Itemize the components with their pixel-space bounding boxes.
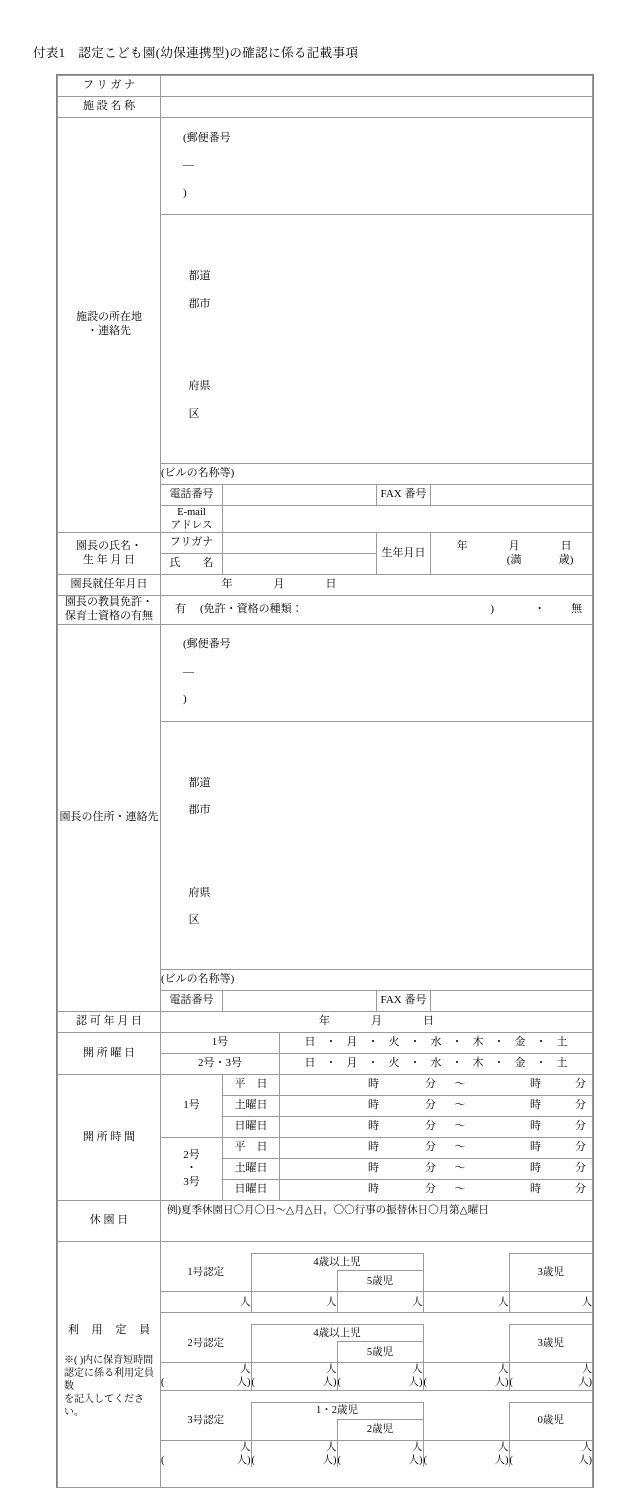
capacity-table-cell bbox=[161, 1242, 593, 1488]
principal-fax-label: FAX 番号 bbox=[377, 991, 431, 1012]
weekday-wed[interactable]: 水 bbox=[430, 1057, 442, 1070]
capacity-span-header: 4歳以上児 bbox=[251, 1254, 423, 1271]
capacity-value-age0[interactable]: 人 ( 人) bbox=[509, 1441, 593, 1466]
hour-unit: 時 bbox=[368, 1099, 380, 1112]
license-separator-dot: ・ bbox=[534, 602, 546, 615]
open-hours-type1-label: 1号 bbox=[161, 1075, 223, 1138]
range-tilde: 〜 bbox=[454, 1162, 466, 1175]
capacity-value-total[interactable]: 人 ( 人) bbox=[161, 1441, 251, 1466]
hour-unit-end: 時 bbox=[530, 1078, 542, 1091]
zip-close-paren: ) bbox=[183, 186, 187, 199]
principal-birthdate-label: 生年月日 bbox=[377, 533, 431, 575]
capacity-value-age4[interactable]: 人 ( 人) bbox=[423, 1364, 509, 1389]
weekday-fri[interactable]: 金 bbox=[514, 1036, 526, 1049]
approval-month-unit: 月 bbox=[371, 1015, 383, 1028]
table-row bbox=[58, 76, 593, 97]
open-hours-type1-weekday-label: 平 日 bbox=[223, 1075, 280, 1096]
closed-days-input[interactable] bbox=[161, 1201, 593, 1242]
principal-name-label-line2: 生 年 月 日 bbox=[82, 553, 136, 566]
minute-unit: 分 bbox=[425, 1162, 437, 1175]
appointment-date-label: 園長就任年月日 bbox=[58, 575, 161, 596]
principal-zip-dash: — bbox=[183, 665, 194, 678]
minute-unit-end: 分 bbox=[575, 1078, 587, 1091]
appointment-date-input[interactable] bbox=[161, 575, 593, 596]
capacity-note-line3: を記入してください。 bbox=[64, 1394, 144, 1418]
capacity-value-age1[interactable]: 人 ( 人) bbox=[423, 1441, 509, 1466]
principal-prefecture-label-line2: 府県 bbox=[188, 886, 211, 899]
facility-name-label: 施 設 名 称 bbox=[58, 97, 161, 118]
capacity-group-header-row bbox=[161, 1254, 592, 1271]
license-no-option[interactable]: 無 bbox=[571, 602, 583, 615]
furigana-input[interactable] bbox=[161, 76, 593, 97]
type23-label-line3: 3号 bbox=[183, 1176, 200, 1189]
hour-unit-end: 時 bbox=[530, 1099, 542, 1112]
open-hours-label: 開 所 時 間 bbox=[58, 1075, 161, 1201]
principal-zip-label: (郵便番号 bbox=[183, 638, 231, 651]
hour-unit-end: 時 bbox=[530, 1141, 542, 1154]
weekday-tue[interactable]: 火 bbox=[388, 1036, 400, 1049]
type23-label-line1: 2号 bbox=[183, 1148, 200, 1161]
facility-fax-label: FAX 番号 bbox=[377, 484, 431, 505]
capacity-sub-header: 2歳児 bbox=[337, 1419, 423, 1440]
principal-furigana-input[interactable] bbox=[223, 533, 377, 554]
type23-label-line2: ・ bbox=[186, 1162, 197, 1175]
minute-unit: 分 bbox=[425, 1120, 437, 1133]
weekday-sat[interactable]: 土 bbox=[556, 1057, 568, 1070]
license-label-line2: 保育士資格の有無 bbox=[65, 609, 153, 622]
weekday-options-type1: 日 ・ 月 ・ 火 ・ 水 ・ 木 ・ 金 ・ 土 bbox=[280, 1036, 592, 1050]
hour-unit-end: 時 bbox=[530, 1120, 542, 1133]
capacity-note-line1: ※( )内に保育短時間 bbox=[64, 1355, 154, 1366]
capacity-value-age3[interactable]: 人 ( 人) bbox=[509, 1364, 593, 1389]
open-hours-type1-sunday-label: 日曜日 bbox=[223, 1117, 280, 1138]
range-tilde: 〜 bbox=[454, 1183, 466, 1196]
email-label-line1: E-mail bbox=[177, 506, 206, 518]
hour-unit: 時 bbox=[368, 1141, 380, 1154]
weekday-sun[interactable]: 日 bbox=[304, 1057, 316, 1070]
open-hours-type23-saturday-label: 土曜日 bbox=[223, 1159, 280, 1180]
principal-city-label-line2: 区 bbox=[188, 914, 200, 927]
capacity-group-name: 3号認定 bbox=[161, 1402, 251, 1440]
principal-building-name-label: (ビルの名称等) bbox=[161, 973, 235, 986]
table-row bbox=[58, 1012, 593, 1033]
table-row bbox=[58, 1075, 593, 1096]
principal-furigana-label: フリガナ bbox=[161, 533, 223, 554]
age-open-paren: (満 bbox=[506, 553, 522, 566]
capacity-value-row bbox=[161, 1440, 592, 1467]
range-tilde: 〜 bbox=[454, 1120, 466, 1133]
facility-email-input[interactable] bbox=[223, 505, 593, 532]
open-hours-type23-sunday-input[interactable] bbox=[280, 1180, 593, 1201]
open-hours-type1-weekday-input[interactable] bbox=[280, 1075, 593, 1096]
principal-zip-row[interactable] bbox=[161, 624, 593, 721]
approval-date-label: 認 可 年 月 日 bbox=[58, 1012, 161, 1033]
facility-zip-row[interactable] bbox=[161, 118, 593, 215]
prefecture-label-line1: 都道 bbox=[188, 270, 211, 283]
principal-prefecture-label-line1: 都道 bbox=[188, 776, 211, 789]
open-days-label: 開 所 曜 日 bbox=[58, 1033, 161, 1075]
license-close-paren: ) bbox=[490, 602, 495, 615]
capacity-sub-header: 5歳児 bbox=[337, 1271, 423, 1292]
capacity-value-row bbox=[161, 1363, 592, 1390]
birth-month-unit: 月 bbox=[508, 539, 520, 552]
weekday-tue[interactable]: 火 bbox=[388, 1057, 400, 1070]
minute-unit-end: 分 bbox=[575, 1120, 587, 1133]
minute-unit-end: 分 bbox=[575, 1141, 587, 1154]
table-row bbox=[58, 1242, 593, 1488]
age-close-paren: 歳) bbox=[558, 553, 574, 566]
capacity-last-header: 0歳児 bbox=[509, 1402, 592, 1440]
approval-date-input[interactable] bbox=[161, 1012, 593, 1033]
approval-day-unit: 日 bbox=[423, 1015, 435, 1028]
license-label-line1: 園長の教員免許・ bbox=[65, 596, 153, 608]
capacity-value-age5[interactable]: 人 bbox=[337, 1292, 423, 1313]
minute-unit: 分 bbox=[425, 1099, 437, 1112]
license-yes-option[interactable]: 有 bbox=[175, 602, 186, 615]
capacity-label: 利 用 定 員 bbox=[67, 1324, 156, 1337]
weekday-fri[interactable]: 金 bbox=[514, 1057, 526, 1070]
birth-day-unit: 日 bbox=[560, 539, 572, 552]
principal-license-input[interactable] bbox=[161, 596, 593, 625]
principal-zip-close-paren: ) bbox=[183, 693, 187, 706]
table-row bbox=[58, 624, 593, 721]
principal-tel-input[interactable] bbox=[223, 991, 377, 1012]
principal-name-field-label: 氏 名 bbox=[161, 554, 223, 575]
capacity-value-total[interactable]: 人 ( 人) bbox=[161, 1364, 251, 1389]
weekday-mon[interactable]: 月 bbox=[346, 1057, 358, 1070]
open-hours-type1-saturday-input[interactable] bbox=[280, 1096, 593, 1117]
table-row bbox=[58, 1033, 593, 1054]
minute-unit: 分 bbox=[425, 1078, 437, 1091]
appointment-day-unit: 日 bbox=[325, 578, 337, 591]
principal-address-label: 園長の住所・連絡先 bbox=[58, 624, 161, 1012]
principal-birthdate-input[interactable] bbox=[431, 533, 593, 575]
appointment-month-unit: 月 bbox=[273, 578, 285, 591]
capacity-span-header: 4歳以上児 bbox=[251, 1325, 423, 1342]
facility-tel-label: 電話番号 bbox=[161, 484, 223, 505]
minute-unit: 分 bbox=[425, 1141, 437, 1154]
table-row bbox=[58, 533, 593, 554]
capacity-value-4plus[interactable]: 人 bbox=[251, 1292, 337, 1313]
hour-unit: 時 bbox=[368, 1078, 380, 1091]
facility-address-label-line1: 施設の所在地 bbox=[76, 311, 142, 324]
capacity-value-row bbox=[161, 1292, 592, 1313]
capacity-value-age2[interactable]: 人 ( 人) bbox=[337, 1441, 423, 1466]
open-hours-type1-sunday-input[interactable] bbox=[280, 1117, 593, 1138]
page-title: 付表1 認定こども園(幼保連携型)の確認に係る記載事項 bbox=[33, 46, 359, 60]
capacity-value-1and2[interactable]: 人 ( 人) bbox=[251, 1441, 337, 1466]
open-hours-type23-saturday-input[interactable] bbox=[280, 1159, 593, 1180]
capacity-group-header-row bbox=[161, 1313, 592, 1325]
open-days-type23-input[interactable] bbox=[280, 1054, 593, 1075]
capacity-group-header-row bbox=[161, 1325, 592, 1342]
capacity-group-header-row bbox=[161, 1402, 592, 1419]
table-row bbox=[58, 1201, 593, 1242]
license-kind-label: (免許・資格の種類： bbox=[200, 602, 303, 615]
capacity-group-header-row bbox=[161, 1242, 592, 1254]
prefecture-label-line2: 府県 bbox=[188, 380, 211, 393]
principal-name-label-line1: 園長の氏名・ bbox=[76, 539, 142, 552]
facility-address-label-line2: ・連絡先 bbox=[87, 325, 131, 337]
birth-year-unit: 年 bbox=[456, 539, 468, 552]
capacity-value-4plus[interactable]: 人 ( 人) bbox=[251, 1364, 337, 1389]
range-tilde: 〜 bbox=[454, 1099, 466, 1112]
capacity-group-name: 2号認定 bbox=[161, 1325, 251, 1363]
capacity-last-header: 3歳児 bbox=[509, 1325, 592, 1363]
capacity-value-age5[interactable]: 人 ( 人) bbox=[337, 1364, 423, 1389]
weekday-wed[interactable]: 水 bbox=[430, 1036, 442, 1049]
open-days-type23-label: 2号・3号 bbox=[161, 1054, 280, 1075]
weekday-sun[interactable]: 日 bbox=[304, 1036, 316, 1049]
principal-name-label bbox=[58, 533, 161, 575]
weekday-options-type23: 日 ・ 月 ・ 火 ・ 水 ・ 木 ・ 金 ・ 土 bbox=[280, 1057, 592, 1071]
capacity-last-header: 3歳児 bbox=[509, 1254, 592, 1292]
furigana-label: フ リ ガ ナ bbox=[58, 76, 161, 97]
principal-tel-label: 電話番号 bbox=[161, 991, 223, 1012]
zip-label: (郵便番号 bbox=[183, 131, 231, 144]
principal-city-label-line1: 郡市 bbox=[188, 804, 211, 817]
facility-address-input[interactable] bbox=[161, 215, 593, 464]
main-form-table bbox=[57, 75, 593, 1488]
capacity-value-age3[interactable]: 人 bbox=[509, 1292, 592, 1313]
table-row bbox=[58, 575, 593, 596]
appointment-year-unit: 年 bbox=[221, 578, 233, 591]
capacity-label-cell bbox=[58, 1242, 161, 1488]
capacity-group-header-row bbox=[161, 1390, 592, 1402]
hour-unit: 時 bbox=[368, 1162, 380, 1175]
capacity-note bbox=[58, 1354, 160, 1419]
facility-name-input[interactable] bbox=[161, 97, 593, 118]
capacity-value-total[interactable]: 人 bbox=[161, 1292, 251, 1313]
table-row bbox=[58, 596, 593, 625]
facility-tel-input[interactable] bbox=[223, 484, 377, 505]
range-tilde: 〜 bbox=[454, 1141, 466, 1154]
hour-unit-end: 時 bbox=[530, 1162, 542, 1175]
approval-year-unit: 年 bbox=[319, 1015, 331, 1028]
facility-email-label bbox=[161, 505, 223, 532]
open-days-type1-input[interactable] bbox=[280, 1033, 593, 1054]
weekday-sat[interactable]: 土 bbox=[556, 1036, 568, 1049]
open-hours-type23-label bbox=[161, 1138, 223, 1201]
minute-unit-end: 分 bbox=[575, 1183, 587, 1196]
table-row bbox=[58, 97, 593, 118]
principal-building-name-input[interactable] bbox=[161, 970, 593, 991]
open-hours-type1-saturday-label: 土曜日 bbox=[223, 1096, 280, 1117]
minute-unit-end: 分 bbox=[575, 1099, 587, 1112]
open-hours-type23-weekday-input[interactable] bbox=[280, 1138, 593, 1159]
weekday-thu[interactable]: 木 bbox=[472, 1057, 484, 1070]
closed-days-label: 休 園 日 bbox=[58, 1201, 161, 1242]
building-name-label: (ビルの名称等) bbox=[161, 466, 235, 479]
principal-fax-input[interactable] bbox=[431, 991, 593, 1012]
hour-unit-end: 時 bbox=[530, 1183, 542, 1196]
capacity-group-name: 1号認定 bbox=[161, 1254, 251, 1292]
facility-fax-input[interactable] bbox=[431, 484, 593, 505]
open-hours-type23-weekday-label: 平 日 bbox=[223, 1138, 280, 1159]
table-row bbox=[58, 118, 593, 215]
facility-building-name-input[interactable] bbox=[161, 463, 593, 484]
hour-unit: 時 bbox=[368, 1120, 380, 1133]
open-days-type1-label: 1号 bbox=[161, 1033, 280, 1054]
minute-unit: 分 bbox=[425, 1183, 437, 1196]
city-label-line1: 郡市 bbox=[188, 297, 211, 310]
city-label-line2: 区 bbox=[188, 407, 200, 420]
closed-days-example: 例)夏季休園日〇月〇日〜△月△日，〇〇行事の振替休日〇月第△曜日 bbox=[167, 1205, 489, 1217]
principal-address-input[interactable] bbox=[161, 721, 593, 970]
capacity-table bbox=[161, 1242, 592, 1467]
principal-name-input[interactable] bbox=[223, 554, 377, 575]
hour-unit: 時 bbox=[368, 1183, 380, 1196]
facility-address-label bbox=[58, 118, 161, 533]
weekday-mon[interactable]: 月 bbox=[346, 1036, 358, 1049]
zip-dash: — bbox=[183, 159, 194, 172]
open-hours-type23-sunday-label: 日曜日 bbox=[223, 1180, 280, 1201]
capacity-note-line2: 認定に係る利用定員数 bbox=[64, 1368, 154, 1392]
capacity-value-age4[interactable]: 人 bbox=[423, 1292, 509, 1313]
weekday-thu[interactable]: 木 bbox=[472, 1036, 484, 1049]
email-label-line2: アドレス bbox=[170, 519, 213, 531]
minute-unit-end: 分 bbox=[575, 1162, 587, 1175]
capacity-span-header: 1・2歳児 bbox=[251, 1402, 423, 1419]
principal-license-label bbox=[58, 596, 161, 625]
range-tilde: 〜 bbox=[454, 1078, 466, 1091]
capacity-sub-header: 5歳児 bbox=[337, 1342, 423, 1363]
